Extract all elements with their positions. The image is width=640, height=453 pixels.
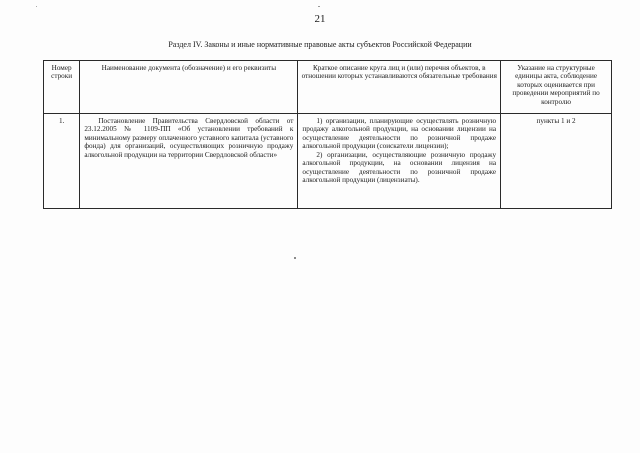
document-cell — [80, 114, 298, 209]
scope-cell — [298, 114, 501, 209]
scan-speck — [36, 6, 37, 7]
header-document-name: Наименование документа (обозначение) и его реквизиты — [80, 61, 298, 114]
structural-units-cell: пункты 1 и 2 — [501, 114, 612, 209]
page-number: 21 — [314, 13, 326, 25]
document-text: Постановление Правительства Свердловской области от 23.12.2005 № 1109-ПП «Об установлении требований к минимальному размеру оплаченного уставного капитала (уставного фонда) для организаций, осуществляющих розничную продажу алкогольной продукции на территории Свердловской области» — [84, 117, 294, 159]
requirements-table — [43, 60, 612, 209]
header-structural-units: Указание на структурные единицы акта, соблюдение которых оценивается при проведении мероприятий по контролю — [501, 61, 612, 114]
scan-speck — [318, 6, 320, 7]
scope-item-2: 2) организации, осуществляющие розничную продажу алкогольной продукции, на основании лицензия на осуществление деятельности по розничной продаже алкогольной продукции (лицензиаты). — [302, 150, 497, 185]
scan-dot — [294, 257, 296, 259]
table-row — [44, 114, 612, 209]
section-title: Раздел IV. Законы и иные нормативные правовые акты субъектов Российской Федерации — [168, 40, 472, 49]
header-scope-description: Краткое описание круга лиц и (или) перечня объектов, в отношении которых устанавливаются обязательные требования — [298, 61, 501, 114]
table-header-row — [44, 61, 612, 114]
scope-item-1: 1) организации, планирующие осуществлять розничную продажу алкогольной продукции, на основании лицензии на осуществление деятельности по розничной продаже алкогольной продукции (соискатели лицензии); — [302, 117, 497, 151]
header-row-number: Номер строки — [44, 61, 80, 114]
row-number-cell: 1. — [44, 114, 80, 209]
